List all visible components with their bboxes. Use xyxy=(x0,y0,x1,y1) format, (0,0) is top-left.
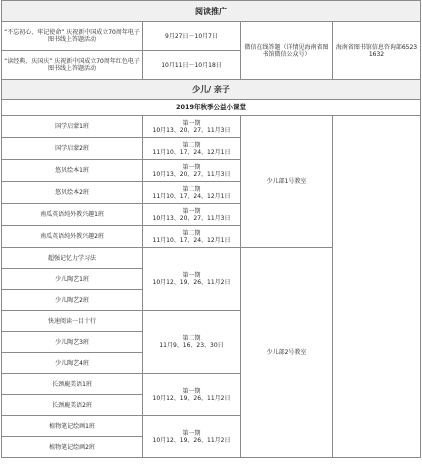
period-dates: 11月10、17、24、12月1日 xyxy=(152,236,231,244)
course-period xyxy=(143,226,241,248)
course-period xyxy=(143,248,241,311)
period-dates: 11月9、16、23、30日 xyxy=(159,342,224,349)
reading-activity-dates-1: 9月27日－10月7日 xyxy=(143,22,241,51)
period-dates: 11月10、17、24、12月1日 xyxy=(152,148,231,156)
reading-contact: 海南省图书馆信息咨询部65231632 xyxy=(333,22,421,80)
period-label: 第二期 xyxy=(182,229,201,237)
course-name: 长颈鹿美语1班 xyxy=(2,374,143,395)
period-label: 第二期 xyxy=(182,335,201,342)
course-name: 南瓜英语纯外教兴趣2班 xyxy=(2,226,143,248)
course-name: 快速阅读一目十行 xyxy=(2,311,143,332)
period-label: 第一期 xyxy=(182,163,201,171)
location-room-2: 少儿部2号教室 xyxy=(241,248,333,458)
period-label: 第一期 xyxy=(182,119,201,127)
activity-schedule-table xyxy=(1,0,421,458)
course-name: 植物笔记绘画2班 xyxy=(2,437,143,458)
course-period xyxy=(143,116,241,138)
course-period xyxy=(143,416,241,458)
course-name: 长颈鹿美语2班 xyxy=(2,395,143,416)
reading-activity-name-1: “不忘初心、牢记使命” 庆祝新中国成立70周年电子图书线上答题活动 xyxy=(2,22,143,51)
period-dates: 11月10、17、24、12月1日 xyxy=(152,192,231,200)
course-name: 悠贝绘本2班 xyxy=(2,182,143,204)
period-dates: 10月12、19、26、11月2日 xyxy=(152,279,231,286)
course-name: 超强记忆力学习法 xyxy=(2,248,143,269)
course-period xyxy=(143,160,241,182)
period-dates: 10月12、19、26、11月2日 xyxy=(152,436,231,444)
period-dates: 10月13、20、27、11月3日 xyxy=(152,214,231,222)
course-name: 植物笔记绘画1班 xyxy=(2,416,143,437)
period-label: 第一期 xyxy=(182,272,201,279)
period-dates: 10月13、20、27、11月3日 xyxy=(152,126,231,134)
course-name: 少儿陶艺4班 xyxy=(2,353,143,374)
reading-activity-name-2: “读经典、庆国庆” 庆祝新中国成立70周年红色电子图书线上答题活动 xyxy=(2,51,143,80)
course-period xyxy=(143,204,241,226)
course-name: 国学启蒙1班 xyxy=(2,116,143,138)
period-label: 第二期 xyxy=(182,185,201,193)
course-name: 少儿陶艺2班 xyxy=(2,290,143,311)
reading-activity-dates-2: 10月11日－10月18日 xyxy=(143,51,241,80)
period-label: 第一期 xyxy=(182,207,201,215)
course-name: 少儿陶艺3班 xyxy=(2,332,143,353)
course-period xyxy=(143,138,241,160)
section-reading-title: 阅读推广 xyxy=(2,1,421,22)
course-period xyxy=(143,374,241,416)
period-label: 第一期 xyxy=(182,387,201,395)
empty-column xyxy=(333,116,421,458)
course-name: 悠贝绘本1班 xyxy=(2,160,143,182)
location-room-1: 少儿部1号教室 xyxy=(241,116,333,248)
period-label: 第一期 xyxy=(182,429,201,437)
section-kids-title: 少儿/ 亲子 xyxy=(2,80,421,100)
course-period xyxy=(143,182,241,204)
course-name: 南瓜英语纯外教兴趣1班 xyxy=(2,204,143,226)
reading-method: 微信在线答题（详情见海南省图书馆微信公众号） xyxy=(241,22,333,80)
course-period xyxy=(143,311,241,374)
course-name: 国学启蒙2班 xyxy=(2,138,143,160)
course-name: 少儿陶艺1班 xyxy=(2,269,143,290)
period-dates: 10月12、19、26、11月2日 xyxy=(152,394,231,402)
section-kids-subtitle: 2019年秋季公益小课堂 xyxy=(2,100,421,116)
period-label: 第二期 xyxy=(182,141,201,149)
period-dates: 10月13、20、27、11月3日 xyxy=(152,170,231,178)
